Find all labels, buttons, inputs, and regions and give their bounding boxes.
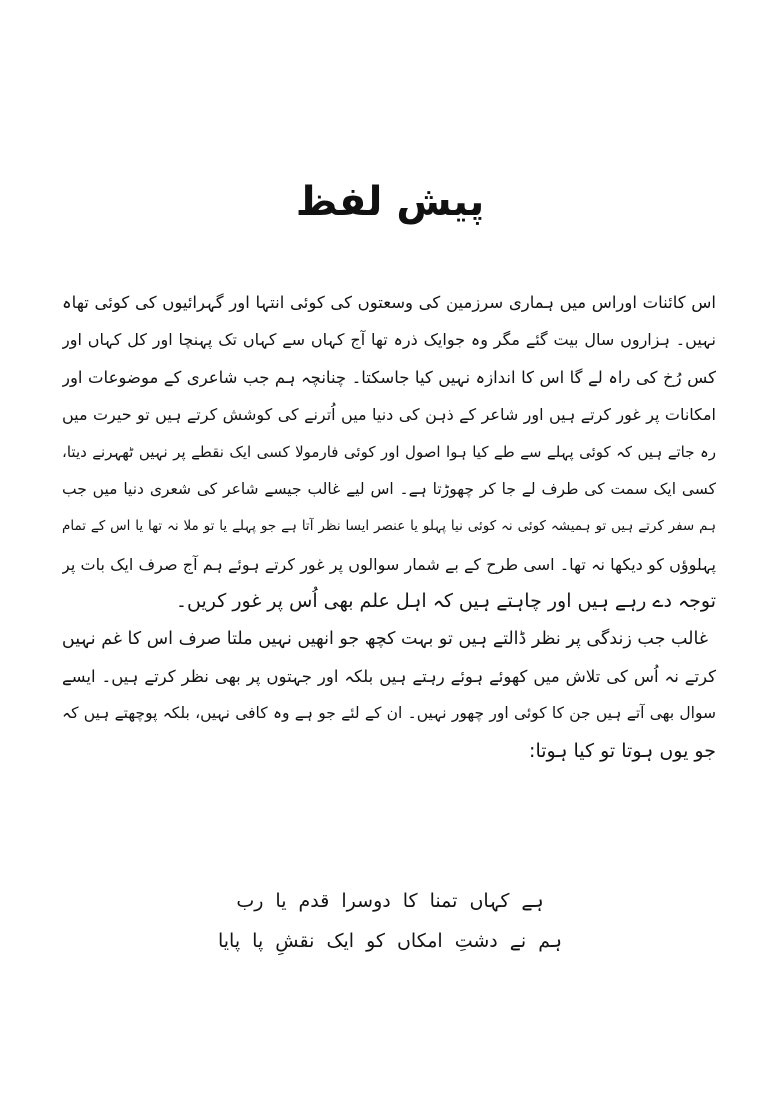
page-title: پیش لفظ	[295, 179, 485, 225]
text-line: نہیں۔ ہزاروں سال بیت گئے مگر وہ جوایک ذرہ تھا آج کہاں سے کہاں تک پہنچا اور کل کہاں اور	[62, 330, 716, 350]
text-line: امکانات پر غور کرتے ہیں اور شاعر کے ذہن کی دنیا میں اُترنے کی کوشش کرتے ہیں تو حیرت میں	[62, 405, 716, 425]
text-line: کرتے نہ اُس کی تلاش میں کھوئے ہوئے رہتے ہیں بلکہ اور جہتوں پر بھی نظر کرتے ہیں۔ ایسے	[62, 666, 716, 686]
text-line: ہم سفر کرتے ہیں تو ہمیشہ کوئی نہ کوئی نیا پہلو یا عنصر ایسا نظر آتا ہے جو پہلے یا تو ملا نہ تھا یا اس کے تمام	[62, 518, 716, 535]
paragraph-1	[62, 284, 716, 621]
verse-line-1: ہے کہاں تمنا کا دوسرا قدم یا رب	[236, 890, 544, 912]
text-line: کس رُخ کی راہ لے گا اس کا اندازہ نہیں کیا جاسکتا۔ چنانچہ ہم جب شاعری کے موضوعات اور	[62, 367, 716, 387]
text-line: پہلوؤں کو دیکھا نہ تھا۔ اسی طرح کے بے شمار سوالوں پر غور کرتے ہوئے ہم آج صرف ایک بات پر	[62, 554, 716, 574]
body-text	[62, 284, 716, 770]
text-line: رہ جاتے ہیں کہ کوئی پہلے سے طے کیا ہوا اصول اور کوئی فارمولا کسی ایک نقطے پر نہیں ٹھہرنے دیتا،	[62, 442, 716, 461]
text-line: جو یوں ہوتا تو کیا ہوتا:	[529, 739, 716, 762]
text-line: غالب جب زندگی پر نظر ڈالتے ہیں تو بہت کچھ جو انھیں نہیں ملتا صرف اس کا غم نہیں	[62, 628, 708, 649]
paragraph-2	[62, 621, 716, 771]
text-line: توجہ دے رہے ہیں اور چاہتے ہیں کہ اہل علم بھی اُس پر غور کریں۔	[175, 590, 716, 613]
text-line: سوال بھی آتے ہیں جن کا کوئی اور چھور نہیں۔ ان کے لئے جو ہے وہ کافی نہیں، بلکہ پوچھتے ہیں کہ	[62, 704, 716, 723]
verse-line-2: ہم نے دشتِ امکاں کو ایک نقشِ پا پایا	[217, 930, 563, 952]
text-line: اس کائنات اوراس میں ہماری سرزمین کی وسعتوں کی کوئی انتہا اور گہرائیوں کی کوئی تھاہ	[62, 293, 716, 312]
text-line: کسی ایک سمت کی طرف لے جا کر چھوڑتا ہے۔ اس لیے غالب جیسے شاعر کی شعری دنیا میں جب	[62, 479, 716, 498]
